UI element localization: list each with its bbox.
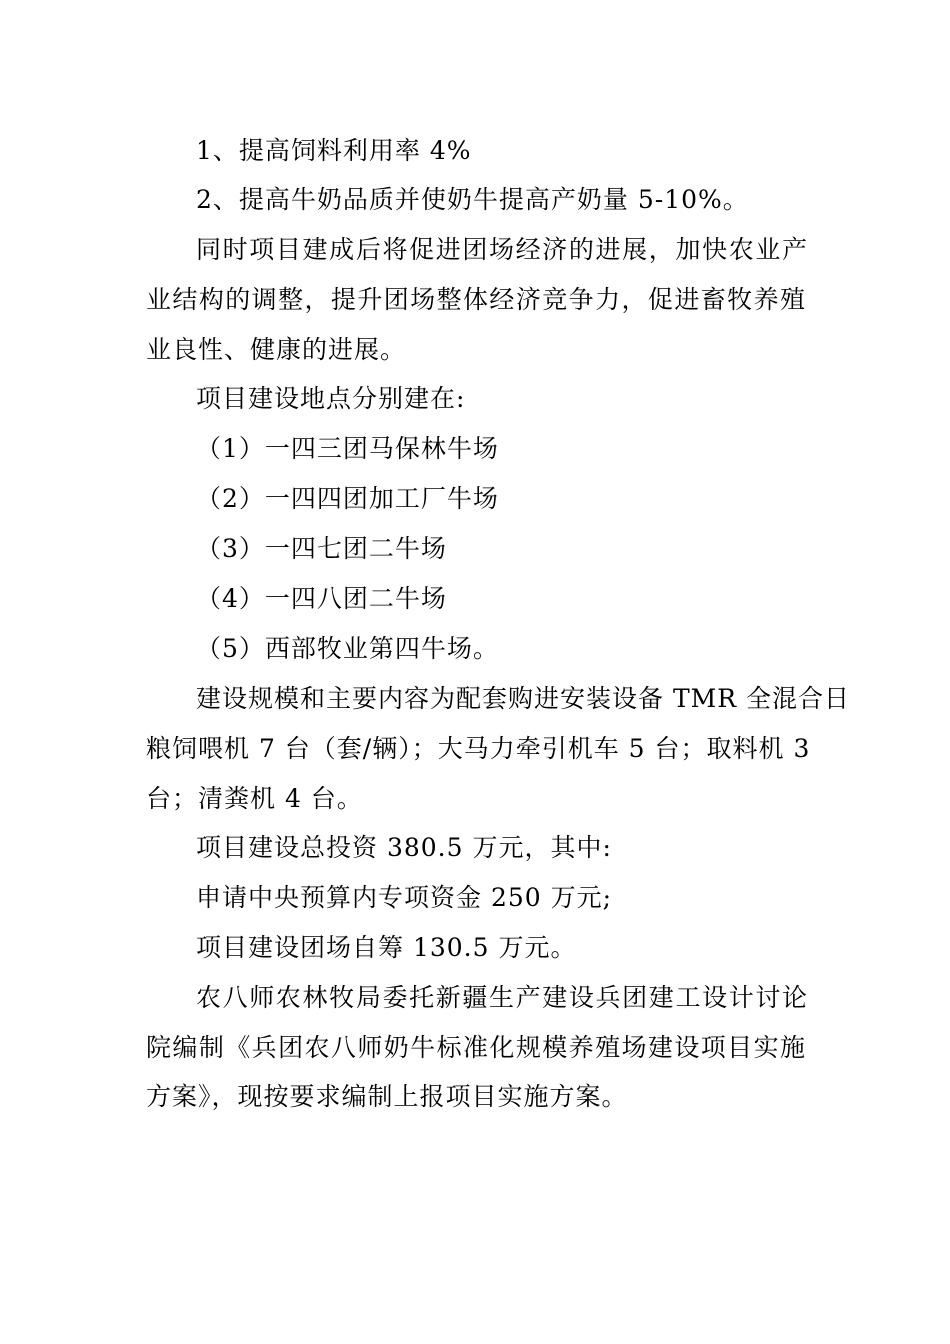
location-item-2: （2）一四四团加工厂牛场 (196, 484, 499, 513)
location-item-1: （1）一四三团马保林牛场 (196, 434, 499, 463)
paragraph-benefits-line-1: 同时项目建成后将促进团场经济的进展，加快农业产 (196, 235, 808, 264)
paragraph-commission-line-1: 农八师农林牧局委托新疆生产建设兵团建工设计讨论 (196, 983, 808, 1012)
location-item-4: （4）一四八团二牛场 (196, 584, 447, 613)
investment-central-funds: 申请中央预算内专项资金 250 万元; (196, 883, 613, 912)
paragraph-commission-line-2: 院编制《兵团农八师奶牛标准化规模养殖场建设项目实施 (146, 1033, 806, 1062)
paragraph-scale-line-2: 粮饲喂机 7 台（套/辆）；大马力牵引机车 5 台；取料机 3 (146, 734, 811, 763)
paragraph-commission-line-3: 方案》，现按要求编制上报项目实施方案。 (146, 1082, 628, 1111)
paragraph-benefits-line-3: 业良性、健康的进展。 (146, 335, 407, 364)
goal-item-2: 2、提高牛奶品质并使奶牛提高产奶量 5-10%。 (196, 185, 749, 214)
goal-item-1: 1、提高饲料利用率 4% (196, 136, 472, 165)
location-item-5: （5）西部牧业第四牛场。 (196, 634, 499, 663)
paragraph-scale-line-3: 台；清粪机 4 台。 (146, 784, 363, 813)
investment-self-funded: 项目建设团场自筹 130.5 万元。 (196, 933, 577, 962)
paragraph-scale-line-1: 建设规模和主要内容为配套购进安装设备 TMR 全混合日 (196, 684, 850, 713)
paragraph-benefits-line-2: 业结构的调整，提升团场整体经济竞争力，促进畜牧养殖 (146, 285, 806, 314)
location-item-3: （3）一四七团二牛场 (196, 534, 447, 563)
location-heading: 项目建设地点分别建在: (196, 384, 466, 413)
investment-total: 项目建设总投资 380.5 万元，其中: (196, 833, 612, 862)
